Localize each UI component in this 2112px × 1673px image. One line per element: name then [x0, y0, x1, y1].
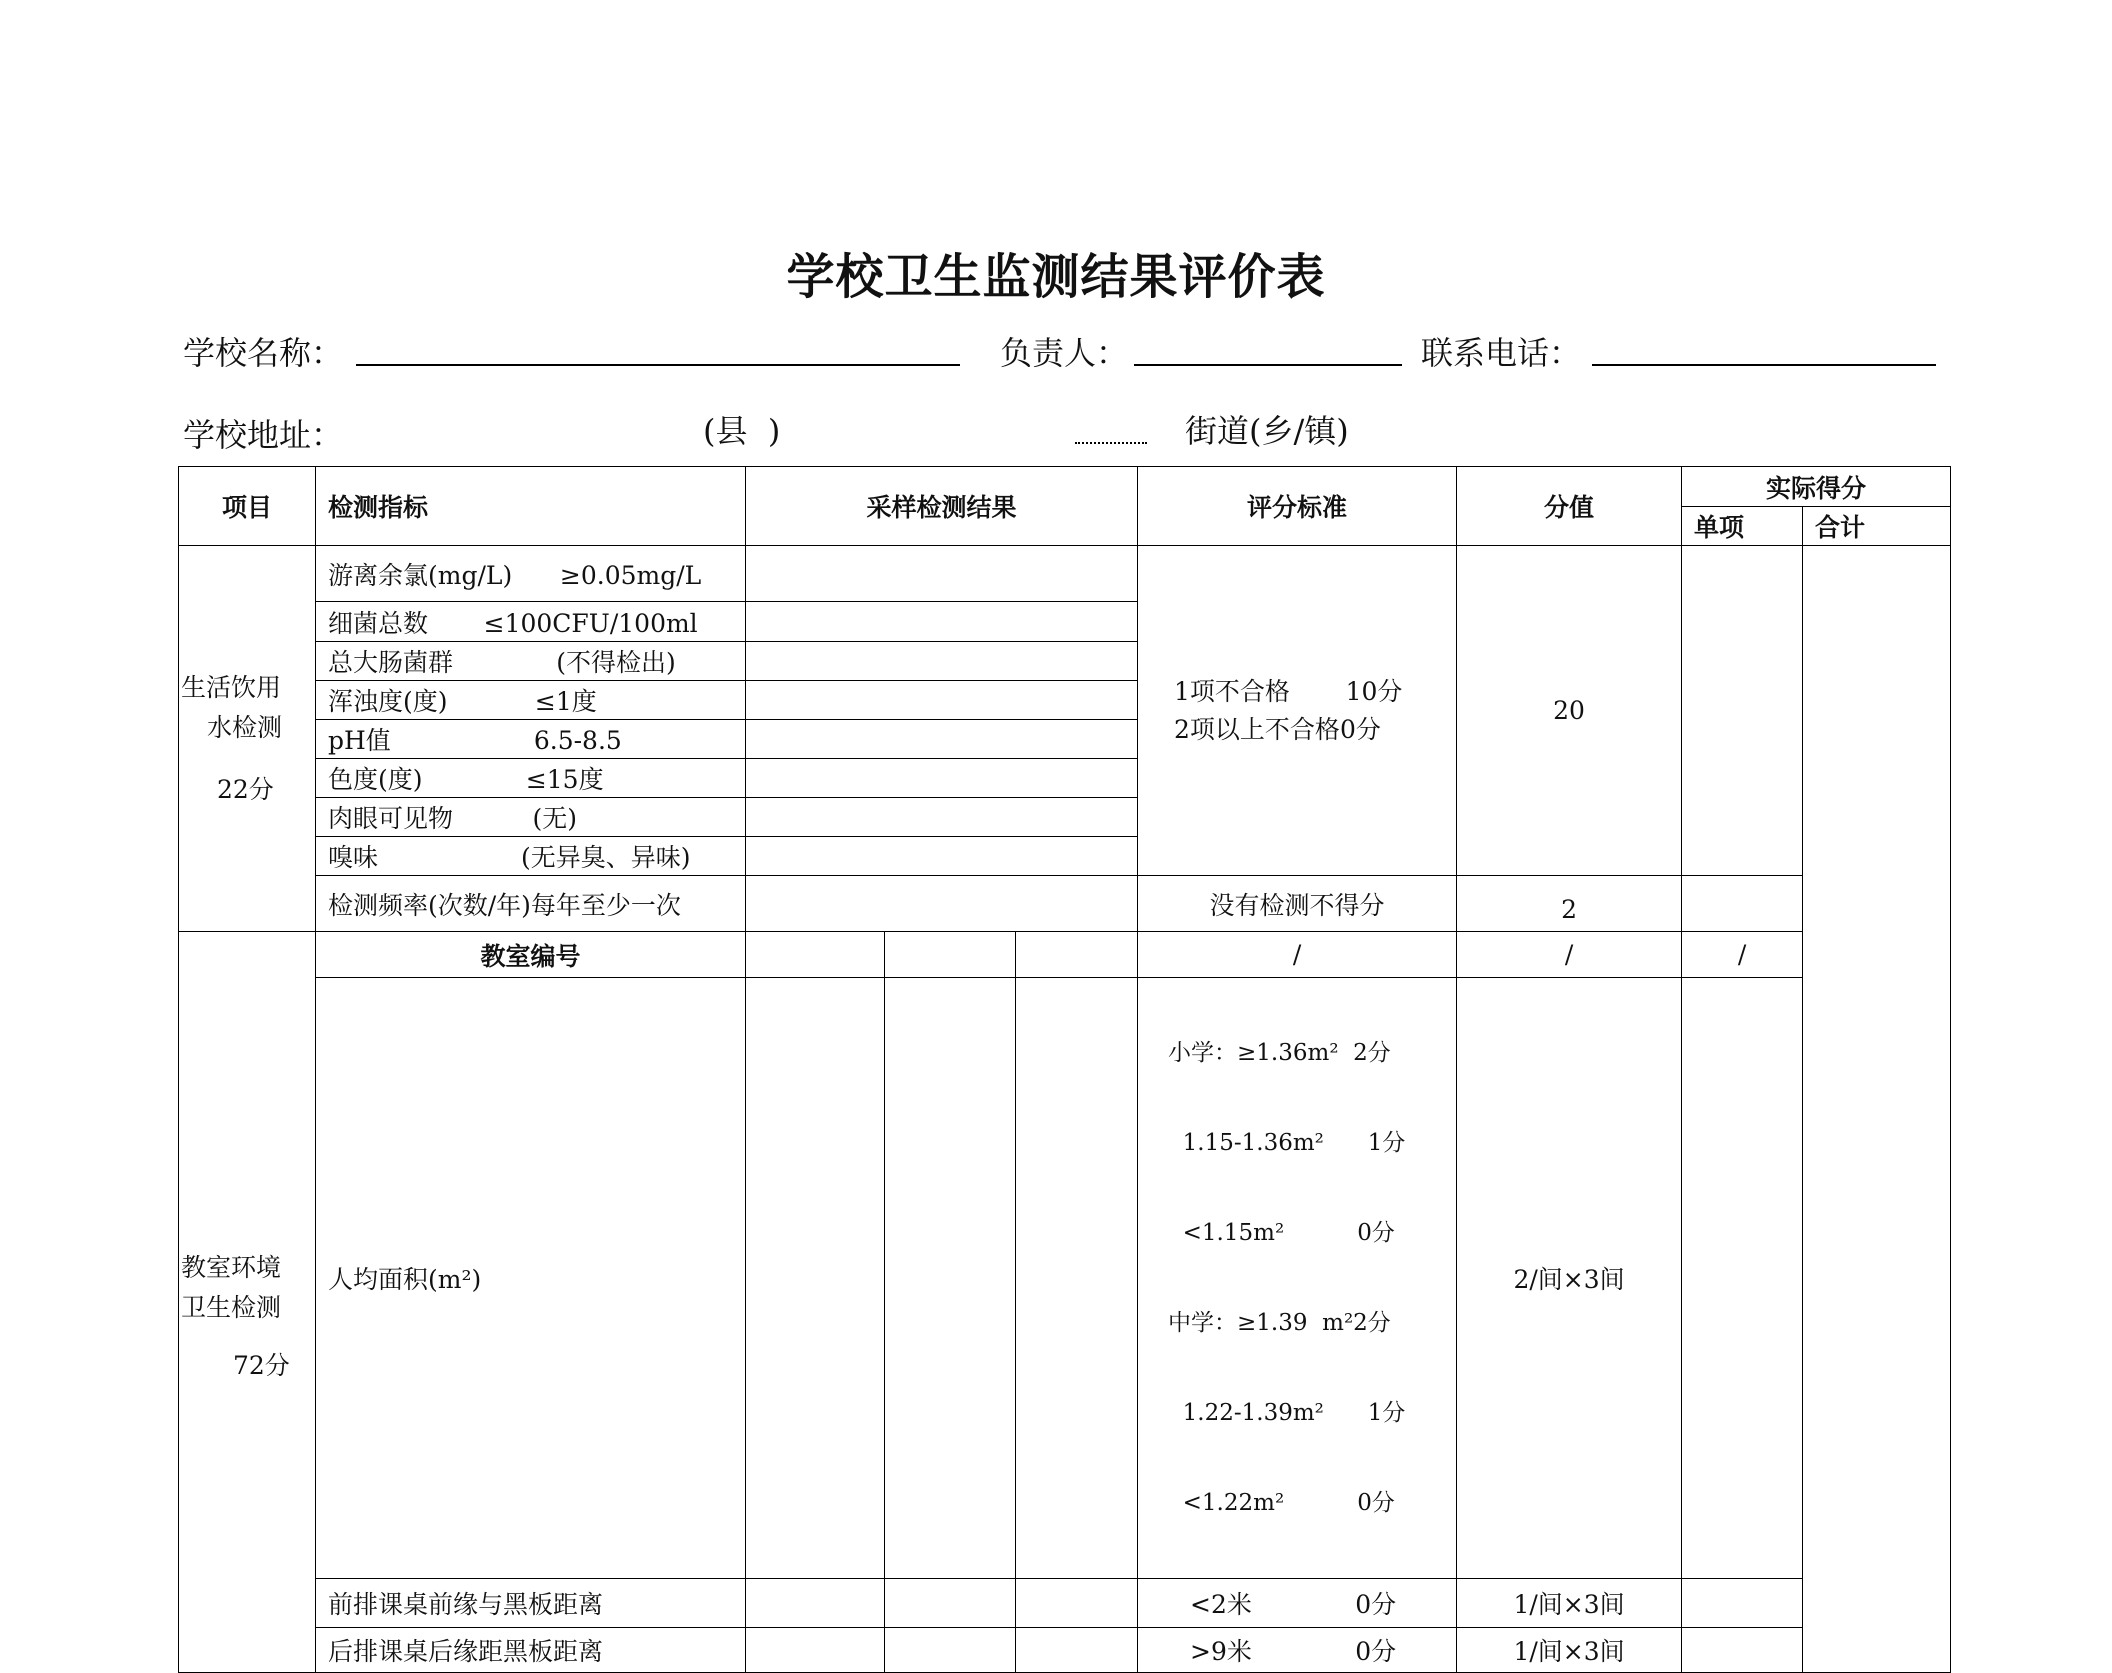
water-result-1[interactable] [746, 546, 1138, 602]
area-standard-line6: <1.22m² 0分 [1168, 1490, 1395, 1516]
front-desk-score[interactable] [1682, 1579, 1803, 1628]
back-desk-standard: >9米 0分 [1138, 1628, 1457, 1673]
phone-field[interactable] [1592, 364, 1936, 366]
room-score-slash: / [1682, 932, 1803, 978]
front-desk-room-3[interactable] [1016, 1579, 1138, 1628]
water-indicator-6: 色度(度) ≤15度 [316, 759, 746, 798]
water-result-8[interactable] [746, 837, 1138, 876]
classroom-project-cell [179, 932, 316, 1673]
header-single: 单项 [1682, 507, 1803, 546]
back-desk-room-3[interactable] [1016, 1628, 1138, 1673]
water-project-line2: 水检测 [207, 712, 283, 742]
header-actual: 实际得分 [1682, 467, 1951, 507]
address-label: 学校地址： [183, 416, 344, 454]
water-indicator-4: 浑浊度(度) ≤1度 [316, 681, 746, 720]
classroom-room-1[interactable] [746, 932, 885, 978]
area-standard-line1: 小学：≥1.36m² 2分 [1168, 1040, 1391, 1066]
area-score[interactable] [1682, 978, 1803, 1579]
area-standard-cell [1138, 978, 1457, 1579]
principal-label: 负责人： [1000, 334, 1129, 372]
area-room-1[interactable] [746, 978, 885, 1579]
water-single-score[interactable] [1682, 546, 1803, 876]
form-title: 学校卫生监测结果评价表 [786, 249, 1326, 305]
header-indicator: 检测指标 [316, 467, 746, 546]
school-name-label: 学校名称： [183, 334, 344, 372]
front-desk-points: 1/间×3间 [1457, 1579, 1682, 1628]
water-indicator-7: 肉眼可见物 (无) [316, 798, 746, 837]
water-project-cell [179, 546, 316, 932]
classroom-room-3[interactable] [1016, 932, 1138, 978]
water-frequency-standard: 没有检测不得分 [1138, 876, 1457, 932]
water-frequency-points: 2 [1457, 876, 1682, 932]
water-project-line1: 生活饮用 [181, 672, 282, 702]
water-frequency-score[interactable] [1682, 876, 1803, 932]
area-indicator: 人均面积(m²) [316, 978, 746, 1579]
back-desk-points: 1/间×3间 [1457, 1628, 1682, 1673]
water-result-7[interactable] [746, 798, 1138, 837]
water-result-5[interactable] [746, 720, 1138, 759]
water-result-3[interactable] [746, 642, 1138, 681]
water-result-2[interactable] [746, 602, 1138, 642]
classroom-room-number-label: 教室编号 [316, 932, 746, 978]
water-indicator-8: 嗅味 (无异臭、异味) [316, 837, 746, 876]
water-result-6[interactable] [746, 759, 1138, 798]
header-total: 合计 [1803, 507, 1951, 546]
header-project: 项目 [179, 467, 316, 546]
area-standard-line4: 中学：≥1.39 m²2分 [1168, 1310, 1391, 1336]
county-label: (县 ) [703, 412, 781, 450]
back-desk-room-1[interactable] [746, 1628, 885, 1673]
back-desk-score[interactable] [1682, 1628, 1803, 1673]
school-name-field[interactable] [356, 364, 960, 366]
classroom-project-line2: 卫生检测 [181, 1293, 282, 1322]
classroom-room-2[interactable] [885, 932, 1016, 978]
water-indicator-2: 细菌总数 ≤100CFU/100ml [316, 602, 746, 642]
area-points: 2/间×3间 [1457, 978, 1682, 1579]
water-result-4[interactable] [746, 681, 1138, 720]
total-score[interactable] [1803, 546, 1951, 1673]
water-standard-line1: 1项不合格 10分 [1174, 676, 1403, 706]
front-desk-indicator: 前排课桌前缘与黑板距离 [316, 1579, 746, 1628]
water-indicator-5: pH值 6.5-8.5 [316, 720, 746, 759]
street-label: 街道(乡/镇) [1185, 412, 1349, 450]
classroom-project-line1: 教室环境 [181, 1253, 282, 1282]
classroom-project-score: 72分 [233, 1351, 290, 1380]
water-indicator-1: 游离余氯(mg/L) ≥0.05mg/L [316, 546, 746, 602]
phone-label: 联系电话： [1421, 334, 1582, 372]
area-room-3[interactable] [1016, 978, 1138, 1579]
back-desk-indicator: 后排课桌后缘距黑板距离 [316, 1628, 746, 1673]
area-standard-line3: <1.15m² 0分 [1168, 1220, 1395, 1246]
area-room-2[interactable] [885, 978, 1016, 1579]
water-frequency-indicator: 检测频率(次数/年)每年至少一次 [316, 876, 746, 932]
room-points-slash: / [1457, 932, 1682, 978]
header-sampling: 采样检测结果 [746, 467, 1138, 546]
back-desk-room-2[interactable] [885, 1628, 1016, 1673]
water-indicator-3: 总大肠菌群 (不得检出) [316, 642, 746, 681]
water-standard-cell [1138, 546, 1457, 876]
header-standard: 评分标准 [1138, 467, 1457, 546]
evaluation-table [178, 466, 1951, 1673]
water-points: 20 [1457, 546, 1682, 876]
water-project-score: 22分 [217, 774, 274, 804]
header-points: 分值 [1457, 467, 1682, 546]
water-frequency-result[interactable] [746, 876, 1138, 932]
water-standard-line2: 2项以上不合格0分 [1174, 714, 1381, 744]
front-desk-room-2[interactable] [885, 1579, 1016, 1628]
district-field[interactable] [1075, 442, 1147, 444]
area-standard-line2: 1.15-1.36m² 1分 [1168, 1130, 1406, 1156]
room-standard-slash: / [1138, 932, 1457, 978]
principal-field[interactable] [1134, 364, 1402, 366]
front-desk-room-1[interactable] [746, 1579, 885, 1628]
area-standard-line5: 1.22-1.39m² 1分 [1168, 1400, 1406, 1426]
front-desk-standard: <2米 0分 [1138, 1579, 1457, 1628]
